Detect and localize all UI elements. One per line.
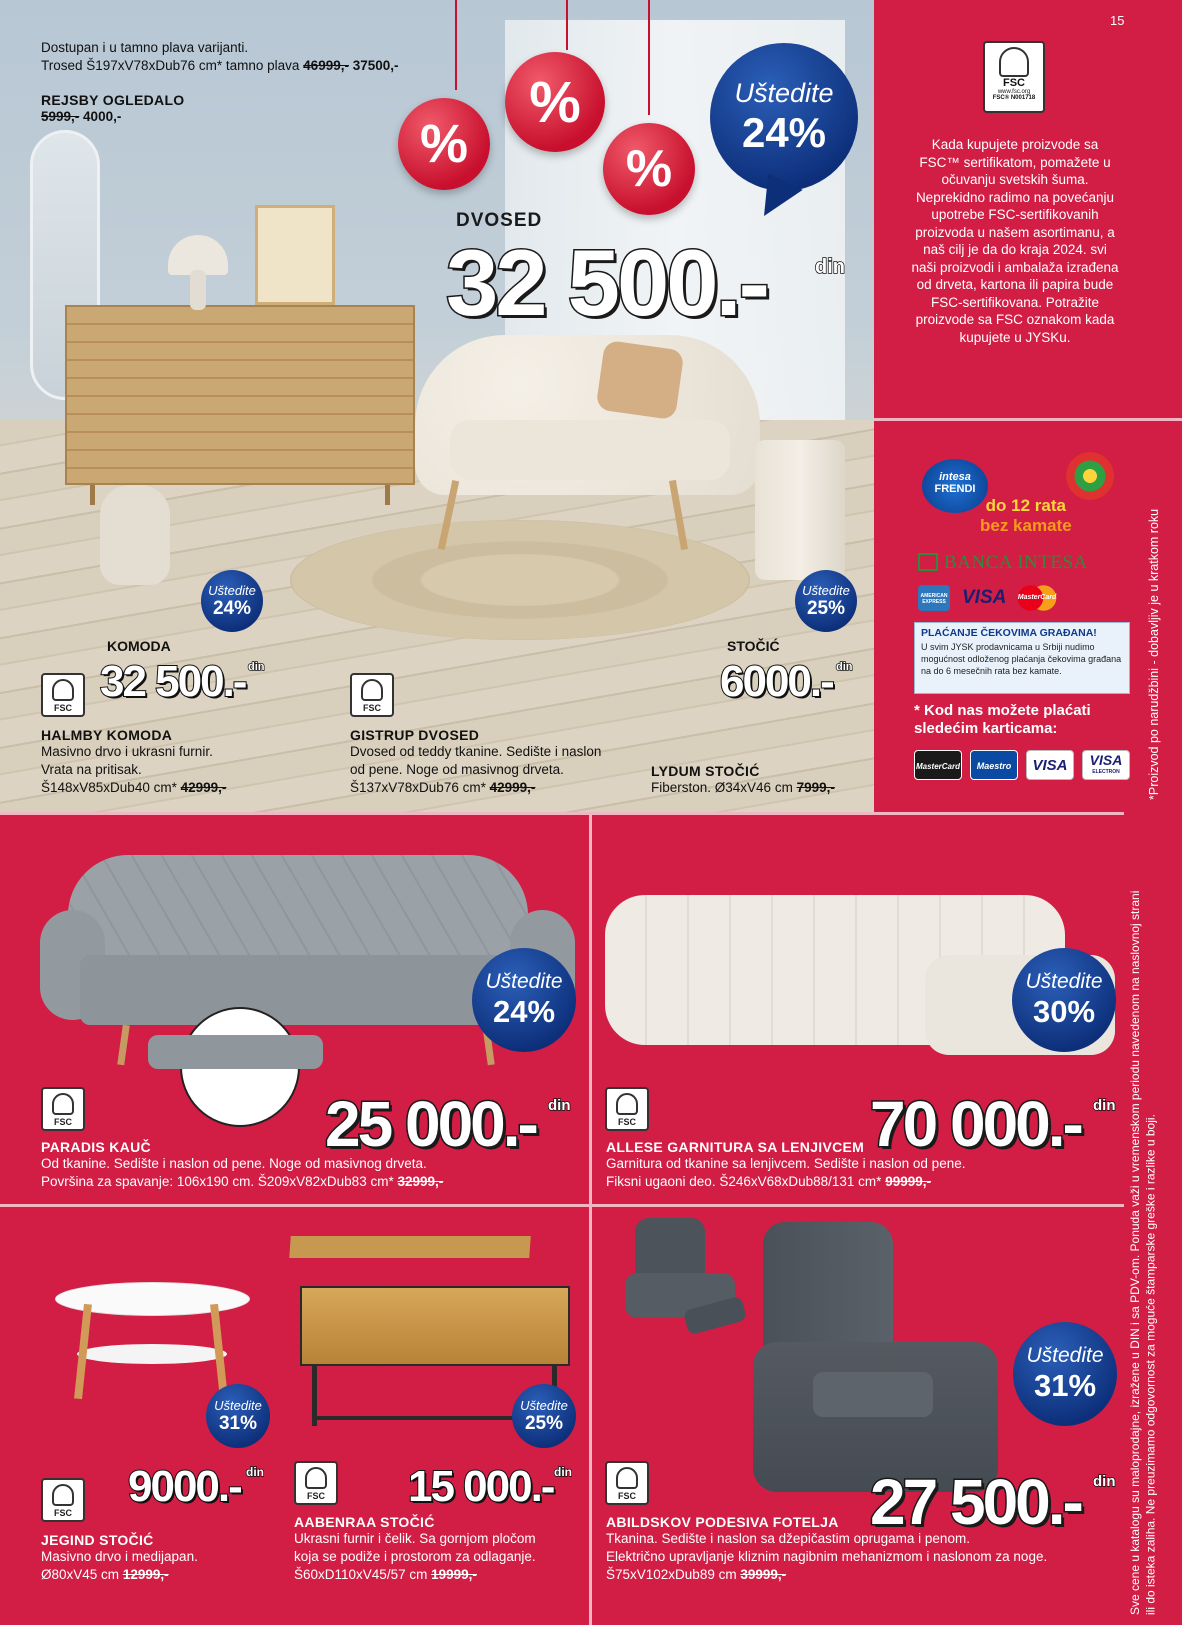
visa-electron-card-icon: VISA ELECTRON bbox=[1082, 750, 1130, 780]
cheque-notice: PLAĆANJE ČEKOVIMA GRAĐANA! U svim JYSK prodavnicama u Srbiji nudimo mogućnost odloženog plaćanja čekovima građana na do 6 mesečnih rata bez kamate. bbox=[914, 622, 1130, 694]
din-label: din bbox=[554, 1465, 572, 1479]
fsc-logo-label: FSC bbox=[1003, 77, 1025, 89]
order-note: *Proizvod po narudžbini - dobavljiv je u kratkom roku bbox=[1147, 508, 1161, 800]
tag-string bbox=[648, 0, 650, 115]
lydum-table-image bbox=[755, 440, 845, 580]
abildskov-small-image bbox=[625, 1218, 750, 1333]
aabenraa-savings-badge: Uštedite 25% bbox=[512, 1384, 576, 1448]
gistrup-info: GISTRUP DVOSED Dvosed od teddy tkanine. Sedište i naslon od pene. Noge od masivnog drveta. Š137xV78xDub76 cm* 42999,- bbox=[350, 727, 602, 795]
allese-info: ALLESE GARNITURA SA LENJIVCEM Garnitura od tkanine sa lenjivcem. Sedište i naslon od pene. Fiksni ugaoni deo. Š246xV68xDub88/131 cm* 99999,- bbox=[606, 1139, 966, 1189]
paradis-info: PARADIS KAUČ Od tkanine. Sedište i naslon od pene. Noge od masivnog drveta. Površina za spavanje: 106x190 cm. Š209xV82xDub83 cm* 32999,- bbox=[41, 1139, 444, 1189]
mastercard-icon: MasterCard bbox=[1015, 585, 1059, 611]
divider bbox=[0, 1204, 1124, 1207]
vase bbox=[100, 485, 170, 585]
sofa-seat bbox=[450, 420, 730, 480]
aabenraa-info: AABENRAA STOČIĆ Ukrasni furnir i čelik. Sa gornjom pločom koja se podiže i prostorom za odlaganje. Š60xD110xV45/57 cm 19999,- bbox=[294, 1514, 536, 1582]
allese-savings-badge: Uštedite 30% bbox=[1012, 948, 1116, 1052]
tag-string bbox=[455, 0, 457, 90]
abildskov-info: ABILDSKOV PODESIVA FOTELJA Tkanina. Sedište i naslon sa džepičastim oprugama i penom. Električno upravljanje kliznim nagibnim mehanizmom i naslonom za noge. Š75xV102xDub89 cm 39999,- bbox=[606, 1514, 1048, 1582]
variant-caption: Dostupan i u tamno plava varijanti. Trosed Š197xV78xDub76 cm* tamno plava 46999,- 37500,- bbox=[41, 40, 399, 73]
din-label: din bbox=[1093, 1473, 1116, 1490]
jegind-price: 9000.- bbox=[128, 1462, 241, 1511]
fsc-info-text: Kada kupujete proizvode sa FSC™ sertifikatom, pomažete u očuvanju svetskih šuma. Neprekidno radimo na povećanju upotrebe FSC-sertifikovanih proizvoda u našem asortimanu, a naš cilj je da do kraja 2024. svi naši proizvodi i ambalaža izrađena od drveta, kartona ili papira bude FSC-sertifikovana. Potražite proizvode sa FSC oznakom kada kupujete u JYSKu. bbox=[911, 137, 1119, 345]
picture-frame bbox=[255, 205, 335, 305]
sofa-pillow bbox=[596, 340, 685, 420]
din-label: din bbox=[815, 256, 845, 278]
divider bbox=[0, 812, 1124, 815]
abildskov-price: 27 500.- bbox=[870, 1466, 1081, 1538]
din-label: din bbox=[246, 1465, 264, 1479]
stocic-label: STOČIĆ bbox=[727, 638, 780, 654]
percent-tag: % bbox=[603, 123, 695, 215]
divider bbox=[874, 418, 1182, 421]
stocic-price: 6000.- bbox=[720, 657, 833, 706]
percent-tag: % bbox=[398, 98, 490, 190]
divider bbox=[589, 812, 592, 1625]
visa-card-icon: VISA bbox=[1026, 750, 1074, 780]
halmby-dresser-image bbox=[65, 305, 415, 485]
din-label: din bbox=[1093, 1097, 1116, 1114]
fsc-logo: FSC bbox=[350, 673, 394, 717]
fsc-logo: FSC bbox=[41, 1478, 85, 1522]
lydum-info: LYDUM STOČIĆ Fiberston. Ø34xV46 cm 7999,- bbox=[651, 763, 835, 795]
komoda-price: 32 500.- bbox=[100, 657, 246, 706]
aabenraa-price: 15 000.- bbox=[408, 1462, 554, 1511]
allese-price: 70 000.- bbox=[870, 1088, 1081, 1160]
page-number: 15 bbox=[1110, 13, 1125, 28]
fsc-logo-url: www.fsc.org bbox=[997, 89, 1031, 95]
lamp-shade bbox=[168, 235, 228, 275]
jegind-table-image bbox=[55, 1282, 250, 1402]
fsc-certificate-logo bbox=[983, 41, 1045, 113]
abildskov-savings-badge: Uštedite 31% bbox=[1013, 1322, 1117, 1426]
fsc-logo: FSC bbox=[41, 673, 85, 717]
main-price: 32 500.- bbox=[446, 230, 767, 335]
lamp-base bbox=[190, 270, 206, 310]
visa-logo: VISA bbox=[962, 587, 1007, 608]
abildskov-chair-image bbox=[753, 1222, 998, 1502]
fsc-logo: FSC bbox=[605, 1461, 649, 1505]
percent-tag: % bbox=[505, 52, 605, 152]
price-disclaimer: Sve cene u katalogu su maloprodajne, izražene u DIN i sa PDV-om. Ponuda važi u vremenskom periodu navedenom na naslovnoj strani ili do isteka zaliha. Ne preuzimamo odgovornost za moguće štamparske greške i razlike u boji. bbox=[1128, 890, 1158, 1615]
halmby-info: HALMBY KOMODA Masivno drvo i ukrasni furnir. Vrata na pritisak. Š148xV85xDub40 cm* 42999,- bbox=[41, 727, 227, 795]
main-savings-badge: Uštedite 24% bbox=[710, 43, 858, 191]
tree-icon bbox=[999, 47, 1029, 77]
paradis-price: 25 000.- bbox=[325, 1088, 536, 1160]
fsc-logo: FSC bbox=[605, 1087, 649, 1131]
amex-card-icon: AMERICAN EXPRESS bbox=[918, 585, 950, 611]
payment-panel bbox=[880, 440, 1142, 788]
installments-offer: do 12 rata bez kamate bbox=[980, 496, 1072, 535]
mirror-caption: REJSBY OGLEDALO 5999,- 4000,- bbox=[41, 92, 185, 124]
komoda-label: KOMODA bbox=[107, 638, 171, 654]
jegind-savings-badge: Uštedite 31% bbox=[206, 1384, 270, 1448]
confetti-decoration bbox=[1066, 452, 1114, 500]
cards-title: * Kod nas možete plaćati sledećim karticama: bbox=[914, 702, 1091, 737]
fsc-logo: FSC bbox=[294, 1461, 338, 1505]
main-label: DVOSED bbox=[456, 210, 543, 231]
din-label: din bbox=[836, 661, 853, 673]
jegind-info: JEGIND STOČIĆ Masivno drvo i medijapan. Ø80xV45 cm 12999,- bbox=[41, 1532, 198, 1582]
paradis-savings-badge: Uštedite 24% bbox=[472, 948, 576, 1052]
fsc-logo: FSC bbox=[41, 1087, 85, 1131]
mastercard-card-icon: MasterCard bbox=[914, 750, 962, 780]
din-label: din bbox=[248, 661, 265, 673]
bank-icon bbox=[918, 553, 938, 571]
stocic-savings-badge: Uštedite 25% bbox=[795, 570, 857, 632]
fsc-logo-code: FSC® N001718 bbox=[992, 95, 1036, 101]
intesa-frendi-logo: intesa FRENDI bbox=[922, 459, 988, 513]
hero-photo bbox=[0, 0, 874, 812]
maestro-card-icon: Maestro bbox=[970, 750, 1018, 780]
din-label: din bbox=[548, 1097, 571, 1114]
tag-string bbox=[566, 0, 568, 50]
banca-intesa-logo: BANCA INTESA bbox=[918, 552, 1088, 574]
komoda-savings-badge: Uštedite 24% bbox=[201, 570, 263, 632]
